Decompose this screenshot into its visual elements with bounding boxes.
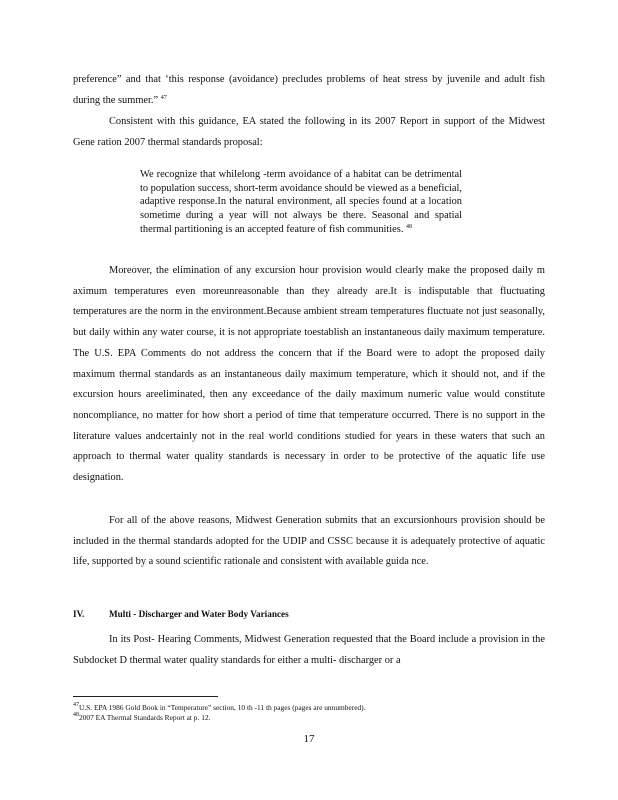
- paragraph-preference-text: preference” and that ‘this response (avoidance) precludes problems of heat stress by juvenile and adult fish during the summer.”: [73, 74, 545, 106]
- page-number: 17: [303, 733, 315, 745]
- footnote-separator: [73, 696, 218, 697]
- footnote-48: [73, 713, 210, 722]
- footnote-number: 47: [73, 702, 79, 708]
- section-number: IV.: [73, 609, 85, 619]
- paragraph-reasons: [73, 511, 545, 573]
- footnote-text: U.S. EPA 1986 Gold Book in “Temperature” section, 10 th -11 th pages (pages are unnumbered).: [79, 703, 366, 712]
- paragraph-guidance-text: Consistent with this guidance, EA stated the following in its 2007 Report in support of the Midwest Gene ration 2007 thermal standards proposal:: [73, 116, 545, 148]
- section-title: Multi - Discharger and Water Body Variances: [109, 609, 289, 619]
- footnote-ref-48[interactable]: 48: [406, 223, 413, 230]
- footnote-ref-47[interactable]: 47: [160, 94, 167, 101]
- footnote-number: 48: [73, 712, 79, 718]
- block-quote-text: We recognize that whilelong -term avoidance of a habitat can be detrimental to population success, short-term avoidance should be viewed as a beneficial, adaptive response.In the natural environment, all species found at a location sometime during a year will not always be there. Seasonal and spatial thermal partitioning is an accepted feature of fish communities.: [140, 169, 463, 235]
- paragraph-guidance: [73, 112, 545, 153]
- paragraph-moreover-text: Moreover, the elimination of any excursion hour provision would clearly make the proposed daily m aximum temperatures even moreunreasonable than they already are.It is indisputable that fluctuating temperatures are the norm in the environment.Because ambient stream temperatures fluctuate not just seasonally, but daily within any water course, it is not appropriate toestablish an instantaneous daily maximum temperature. The U.S. EPA Comments do not address the concern that if the Board were to adopt the proposed daily maximum thermal standards as an instantaneous daily maximum temperature, which it should not, and if the excursion hours areeliminated, then any exceedance of the daily maximum numeric value would constitute noncompliance, no matter for how short a period of time that temperature occurred. There is no support in the literature values andcertainly not in the real world conditions studied for years in these waters that such an approach to thermal water quality standards is necessary in order to be protective of the aquatic life use designation.: [73, 265, 545, 484]
- section-heading: [73, 609, 289, 619]
- paragraph-preference: [73, 70, 545, 111]
- paragraph-reasons-text: For all of the above reasons, Midwest Generation submits that an excursionhours provision should be included in the thermal standards adopted for the UDIP and CSSC because it is adequately protective of aquatic life, supported by a sound scientific rationale and consistent with available guida nce.: [73, 515, 545, 568]
- paragraph-post-hearing-text: In its Post- Hearing Comments, Midwest Generation requested that the Board include a provision in the Subdocket D thermal water quality standards for either a multi- discharger or a: [73, 634, 545, 666]
- paragraph-moreover: [73, 261, 545, 489]
- footnote-text: 2007 EA Thermal Standards Report at p. 12.: [79, 713, 211, 722]
- footnote-47: [73, 703, 366, 712]
- block-quote: [140, 168, 462, 237]
- paragraph-post-hearing: [73, 630, 545, 671]
